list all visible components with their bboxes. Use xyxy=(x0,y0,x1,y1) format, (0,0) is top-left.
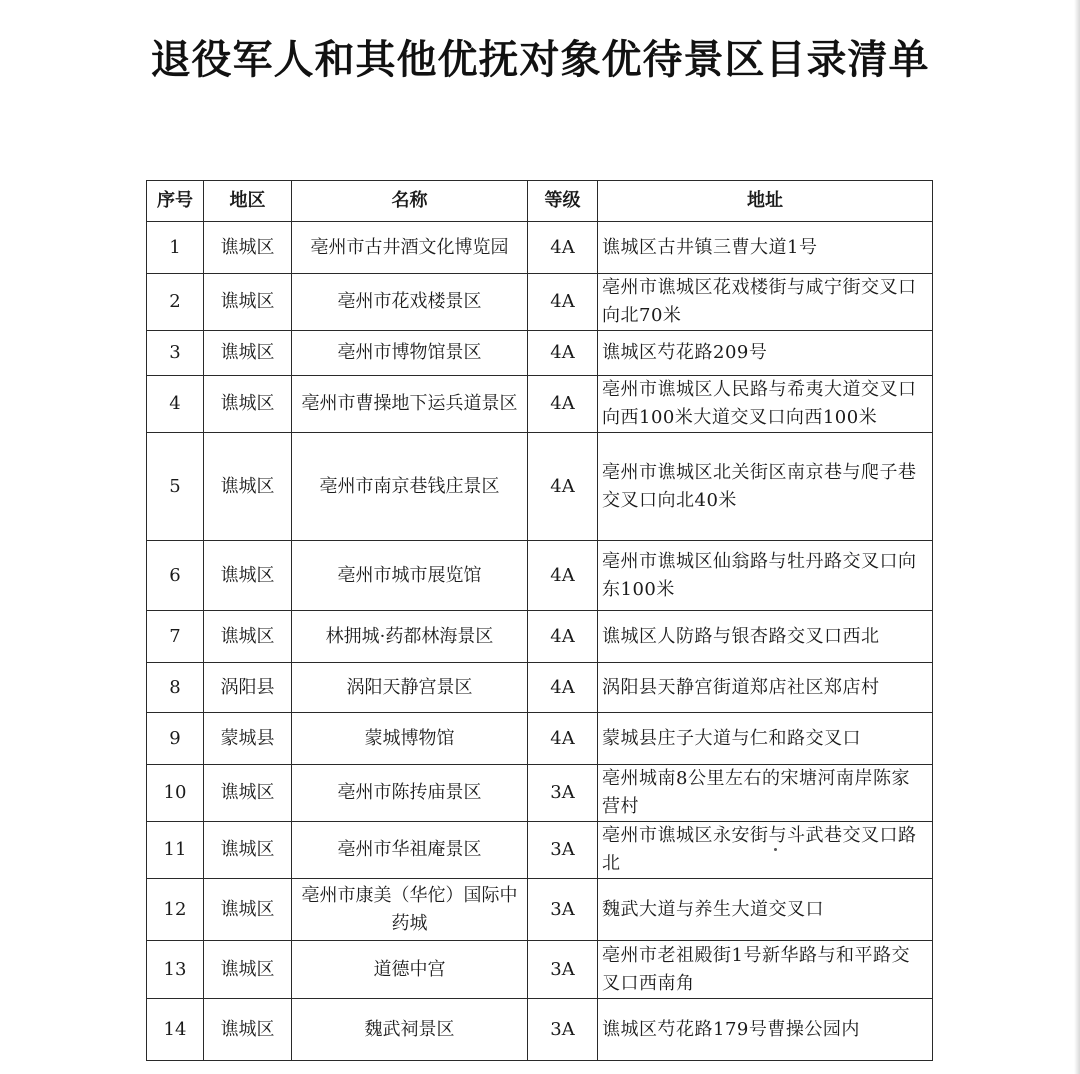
row-grade: 3A xyxy=(528,999,598,1061)
row-name: 亳州市陈抟庙景区 xyxy=(292,765,528,822)
table-row xyxy=(147,663,933,713)
row-address: 亳州城南8公里左右的宋塘河南岸陈家营村 xyxy=(598,765,933,822)
row-grade: 3A xyxy=(528,765,598,822)
row-name: 林拥城·药都林海景区 xyxy=(292,611,528,663)
row-number: 12 xyxy=(147,879,204,941)
row-grade: 4A xyxy=(528,541,598,611)
table-header-row xyxy=(147,181,933,222)
row-number: 6 xyxy=(147,541,204,611)
table-row xyxy=(147,433,933,541)
row-address: 亳州市谯城区仙翁路与牡丹路交叉口向东100米 xyxy=(598,541,933,611)
header-area: 地区 xyxy=(204,181,292,222)
row-area: 谯城区 xyxy=(204,611,292,663)
row-area: 谯城区 xyxy=(204,274,292,331)
table-row xyxy=(147,822,933,879)
row-number: 11 xyxy=(147,822,204,879)
row-grade: 4A xyxy=(528,713,598,765)
row-area: 蒙城县 xyxy=(204,713,292,765)
row-grade: 4A xyxy=(528,611,598,663)
row-grade: 3A xyxy=(528,879,598,941)
page-edge-shadow xyxy=(1074,0,1080,1074)
row-number: 2 xyxy=(147,274,204,331)
row-name: 亳州市南京巷钱庄景区 xyxy=(292,433,528,541)
scenic-area-table xyxy=(146,180,933,1061)
row-grade: 4A xyxy=(528,433,598,541)
row-address: 亳州市谯城区人民路与希夷大道交叉口向西100米大道交叉口向西100米 xyxy=(598,376,933,433)
row-area: 谯城区 xyxy=(204,879,292,941)
table-row xyxy=(147,541,933,611)
row-name: 涡阳天静宫景区 xyxy=(292,663,528,713)
header-address: 地址 xyxy=(598,181,933,222)
table-row xyxy=(147,999,933,1061)
header-no: 序号 xyxy=(147,181,204,222)
row-name: 道德中宫 xyxy=(292,941,528,999)
row-grade: 4A xyxy=(528,331,598,376)
row-address: 亳州市谯城区北关街区南京巷与爬子巷交叉口向北40米 xyxy=(598,433,933,541)
row-address: 谯城区芍花路179号曹操公园内 xyxy=(598,999,933,1061)
row-area: 谯城区 xyxy=(204,999,292,1061)
row-address: 涡阳县天静宫街道郑店社区郑店村 xyxy=(598,663,933,713)
header-grade: 等级 xyxy=(528,181,598,222)
row-address: 亳州市谯城区永安街与斗武巷交叉口路北 xyxy=(598,822,933,879)
table-row xyxy=(147,941,933,999)
row-grade: 4A xyxy=(528,663,598,713)
row-name: 亳州市城市展览馆 xyxy=(292,541,528,611)
table-row xyxy=(147,611,933,663)
scan-speck xyxy=(774,848,777,851)
row-grade: 3A xyxy=(528,941,598,999)
row-area: 谯城区 xyxy=(204,331,292,376)
row-number: 4 xyxy=(147,376,204,433)
row-address: 亳州市老祖殿街1号新华路与和平路交叉口西南角 xyxy=(598,941,933,999)
row-area: 谯城区 xyxy=(204,222,292,274)
row-name: 魏武祠景区 xyxy=(292,999,528,1061)
row-address: 亳州市谯城区花戏楼街与咸宁街交叉口向北70米 xyxy=(598,274,933,331)
row-area: 谯城区 xyxy=(204,376,292,433)
table-row xyxy=(147,331,933,376)
row-address: 蒙城县庄子大道与仁和路交叉口 xyxy=(598,713,933,765)
row-address: 谯城区芍花路209号 xyxy=(598,331,933,376)
row-grade: 4A xyxy=(528,376,598,433)
row-number: 5 xyxy=(147,433,204,541)
table-row xyxy=(147,222,933,274)
row-area: 谯城区 xyxy=(204,822,292,879)
row-grade: 3A xyxy=(528,822,598,879)
row-area: 谯城区 xyxy=(204,541,292,611)
row-number: 1 xyxy=(147,222,204,274)
table-row xyxy=(147,274,933,331)
row-number: 3 xyxy=(147,331,204,376)
row-name: 亳州市华祖庵景区 xyxy=(292,822,528,879)
row-number: 8 xyxy=(147,663,204,713)
row-name: 亳州市博物馆景区 xyxy=(292,331,528,376)
row-name: 蒙城博物馆 xyxy=(292,713,528,765)
row-area: 谯城区 xyxy=(204,765,292,822)
header-name: 名称 xyxy=(292,181,528,222)
row-address: 谯城区古井镇三曹大道1号 xyxy=(598,222,933,274)
row-name: 亳州市花戏楼景区 xyxy=(292,274,528,331)
row-number: 10 xyxy=(147,765,204,822)
row-number: 13 xyxy=(147,941,204,999)
row-number: 14 xyxy=(147,999,204,1061)
table-row xyxy=(147,879,933,941)
row-number: 7 xyxy=(147,611,204,663)
table-row xyxy=(147,765,933,822)
row-name: 亳州市古井酒文化博览园 xyxy=(292,222,528,274)
row-area: 谯城区 xyxy=(204,433,292,541)
page-title: 退役军人和其他优抚对象优待景区目录清单 xyxy=(150,37,930,83)
row-area: 涡阳县 xyxy=(204,663,292,713)
row-address: 魏武大道与养生大道交叉口 xyxy=(598,879,933,941)
table-body xyxy=(147,222,933,1061)
row-grade: 4A xyxy=(528,274,598,331)
table-row xyxy=(147,713,933,765)
row-address: 谯城区人防路与银杏路交叉口西北 xyxy=(598,611,933,663)
row-number: 9 xyxy=(147,713,204,765)
row-name: 亳州市曹操地下运兵道景区 xyxy=(292,376,528,433)
row-area: 谯城区 xyxy=(204,941,292,999)
row-grade: 4A xyxy=(528,222,598,274)
table-row xyxy=(147,376,933,433)
row-name: 亳州市康美（华佗）国际中药城 xyxy=(292,879,528,941)
